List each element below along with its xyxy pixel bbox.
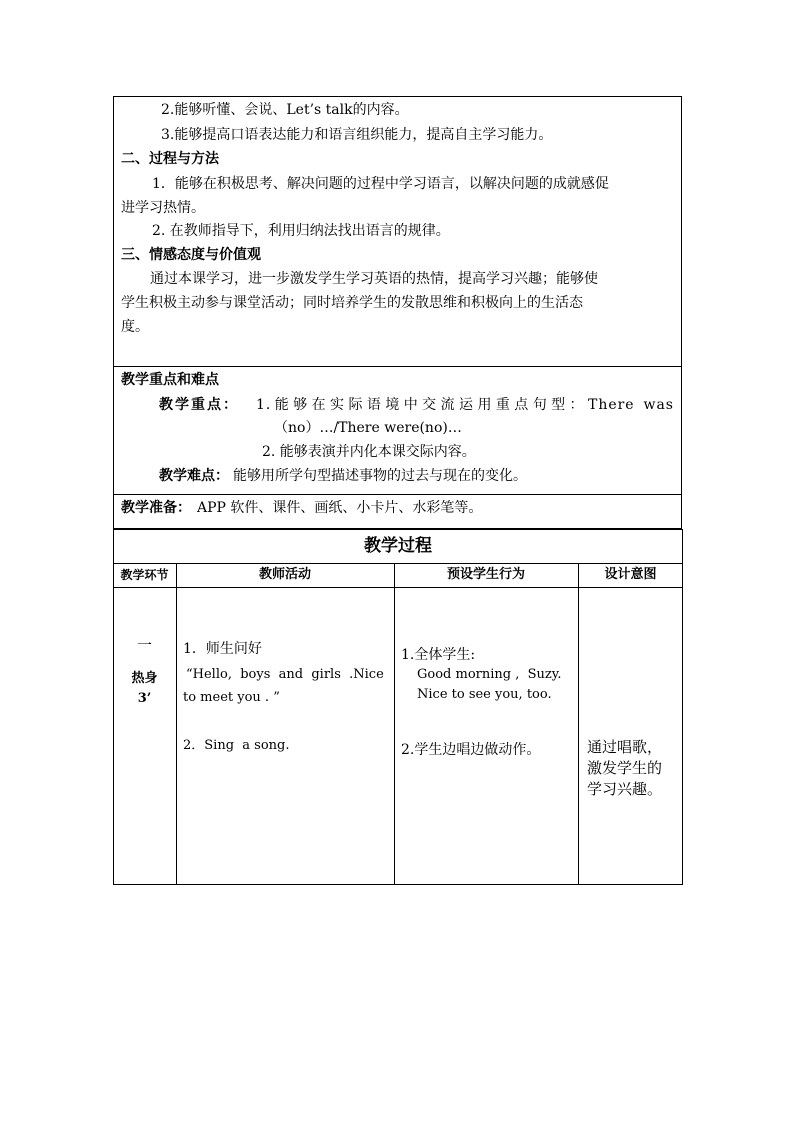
column-header-stage: 教学环节 <box>120 568 169 582</box>
table-column-line-1 <box>176 563 177 885</box>
focus-label: 教学重点： <box>159 397 239 413</box>
column-header-intent: 设计意图 <box>604 567 657 582</box>
section-process-title: 二、过程与方法 <box>121 151 219 167</box>
emotion-text-b: 学生积极主动参与课堂活动；同时培养学生的发散思维和积极向上的生活态 <box>121 295 583 311</box>
process-item-1b: 进学习热情。 <box>121 200 205 216</box>
process-title: 教学过程 <box>364 536 432 556</box>
focus-point-1b: （no）…/There were(no)… <box>274 420 462 436</box>
preparation-label: 教学准备： <box>121 500 191 516</box>
column-header-student: 预设学生行为 <box>446 567 525 582</box>
design-intent-line-a: 通过唱歌， <box>587 738 663 756</box>
focus-point-2: 2. 能够表演并内化本课交际内容。 <box>262 444 476 460</box>
stage-time: 3’ <box>137 691 152 706</box>
teacher-activity-1-title: 1．师生问好 <box>183 641 262 657</box>
emotion-text-a: 通过本课学习，进一步激发学生学习英语的热情，提高学习兴趣；能够使 <box>150 271 598 287</box>
stage-name: 热身 <box>131 671 158 686</box>
student-behavior-1-title: 1.全体学生: <box>401 647 476 663</box>
teacher-activity-2: 2．Sing a song. <box>183 738 290 753</box>
design-intent-line-b: 激发学生的 <box>587 759 663 777</box>
table-column-line-2 <box>394 563 395 885</box>
objective-line-3: 3.能够提高口语表达能力和语言组织能力，提高自主学习能力。 <box>161 127 553 143</box>
student-behavior-2: 2.学生边唱边做动作。 <box>401 742 541 758</box>
focus-point-1a: 1.能够在实际语境中交流运用重点句型：There was <box>256 397 674 413</box>
emotion-text-c: 度。 <box>121 319 149 335</box>
table-column-line-3 <box>578 563 579 885</box>
design-intent-line-c: 学习兴趣。 <box>587 780 663 798</box>
teacher-activity-1-line-a: “Hello, boys and girls .Nice <box>186 667 384 682</box>
process-item-2: 2. 在教师指导下，利用归纳法找出语言的规律。 <box>152 223 450 239</box>
preparation-text: APP 软件、课件、画纸、小卡片、水彩笔等。 <box>197 500 483 516</box>
table-divider-header <box>113 587 683 588</box>
student-behavior-1-line-b: Nice to see you, too. <box>417 687 552 702</box>
section-emotion-title: 三、情感态度与价值观 <box>121 247 261 263</box>
teacher-activity-1-line-b: to meet you . ” <box>183 690 280 705</box>
objective-line-2: 2.能够听懂、会说、Let’s talk的内容。 <box>161 102 409 118</box>
stage-number: 一 <box>136 636 152 654</box>
difficulty-text: 能够用所学句型描述事物的过去与现在的变化。 <box>233 468 527 484</box>
student-behavior-1-line-a: Good morning , Suzy. <box>417 667 562 682</box>
difficulty-label: 教学难点： <box>159 468 229 484</box>
process-item-1a: 1．能够在积极思考、解决问题的过程中学习语言，以解决问题的成就感促 <box>152 176 609 192</box>
column-header-teacher: 教师活动 <box>258 567 311 582</box>
key-points-title: 教学重点和难点 <box>121 372 219 388</box>
